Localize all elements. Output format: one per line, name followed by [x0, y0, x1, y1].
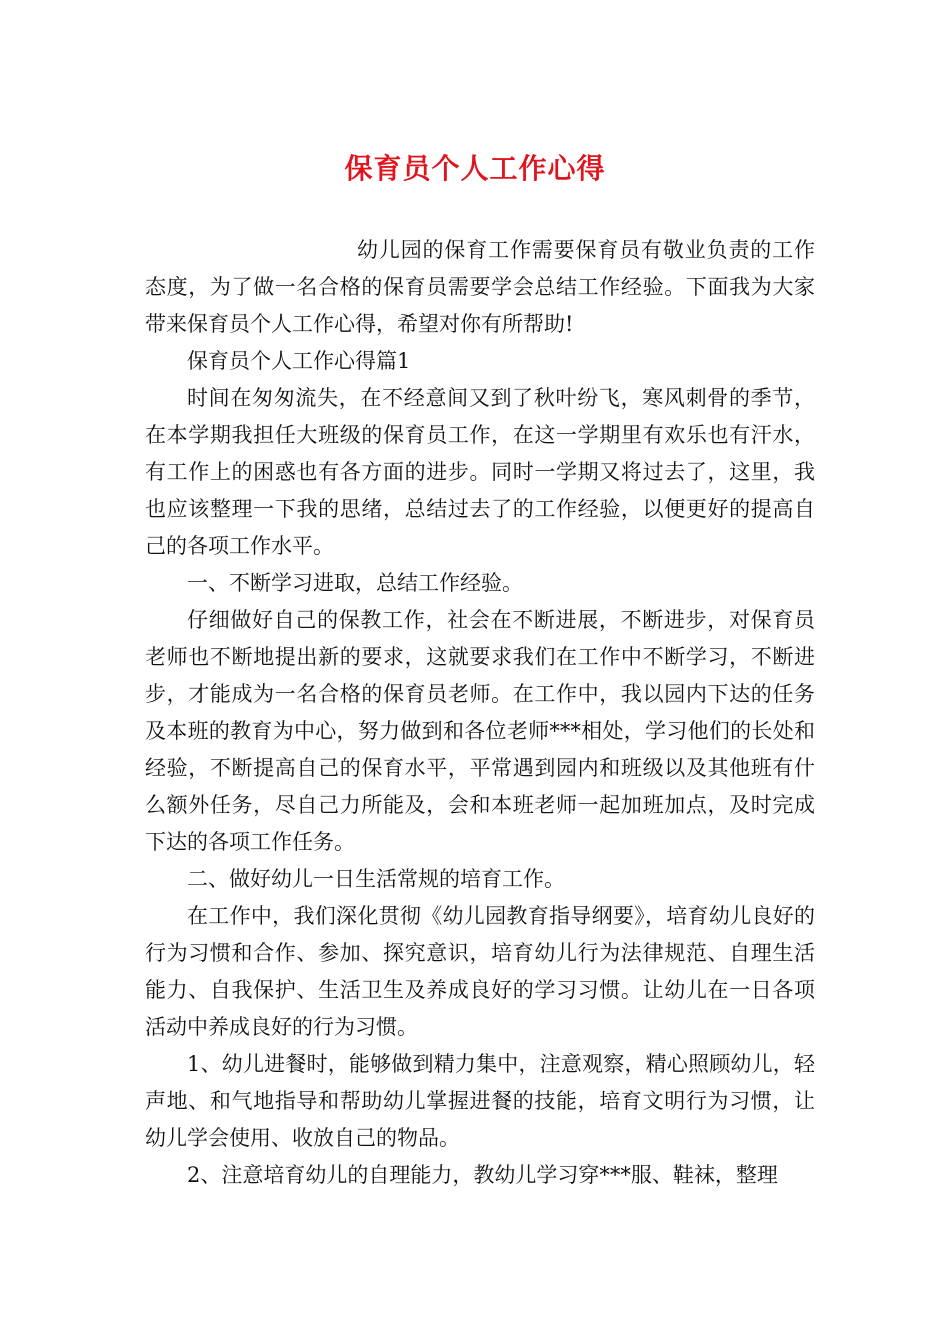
intro-paragraph: 幼儿园的保育工作需要保育员有敬业负责的工作态度，为了做一名合格的保育员需要学会总结工作经验。下面我为大家带来保育员个人工作心得，希望对你有所帮助!	[145, 238, 815, 336]
list-item-paragraph: 1、幼儿进餐时，能够做到精力集中，注意观察，精心照顾幼儿，轻声地、和气地指导和帮助幼儿掌握进餐的技能，培育文明行为习惯，让幼儿学会使用、收放自己的物品。	[145, 1052, 815, 1150]
section-heading: 二、做好幼儿一日生活常规的培育工作。	[187, 867, 565, 891]
body-paragraph: 仔细做好自己的保教工作，社会在不断进展，不断进步，对保育员老师也不断地提出新的要求，这就要求我们在工作中不断学习，不断进步，才能成为一名合格的保育员老师。在工作中，我以园内下达的任务及本班的教育为中心，努力做到和各位老师***相处，学习他们的长处和经验，不断提高自己的保育水平，平常遇到园内和班级以及其他班有什么额外任务，尽自己力所能及，会和本班老师一起加班加点，及时完成下达的各项工作任务。	[145, 608, 815, 854]
section-heading: 一、不断学习进取，总结工作经验。	[187, 571, 523, 595]
body-paragraph: 时间在匆匆流失，在不经意间又到了秋叶纷飞，寒风刺骨的季节，在本学期我担任大班级的保育员工作，在这一学期里有欢乐也有汗水，有工作上的困惑也有各方面的进步。同时一学期又将过去了，这里，我也应该整理一下我的思绪，总结过去了的工作经验，以便更好的提高自己的各项工作水平。	[145, 386, 815, 558]
document-body	[145, 232, 815, 1194]
section-heading: 保育员个人工作心得篇1	[187, 349, 411, 373]
body-paragraph: 在工作中，我们深化贯彻《幼儿园教育指导纲要》，培育幼儿良好的行为习惯和合作、参加、探究意识，培育幼儿行为法律规范、自理生活能力、自我保护、生活卫生及养成良好的学习习惯。让幼儿在一日各项活动中养成良好的行为习惯。	[145, 904, 815, 1039]
list-item-paragraph: 2、注意培育幼儿的自理能力，教幼儿学习穿***服、鞋袜，整理	[187, 1163, 778, 1187]
document-title: 保育员个人工作心得	[344, 151, 606, 185]
